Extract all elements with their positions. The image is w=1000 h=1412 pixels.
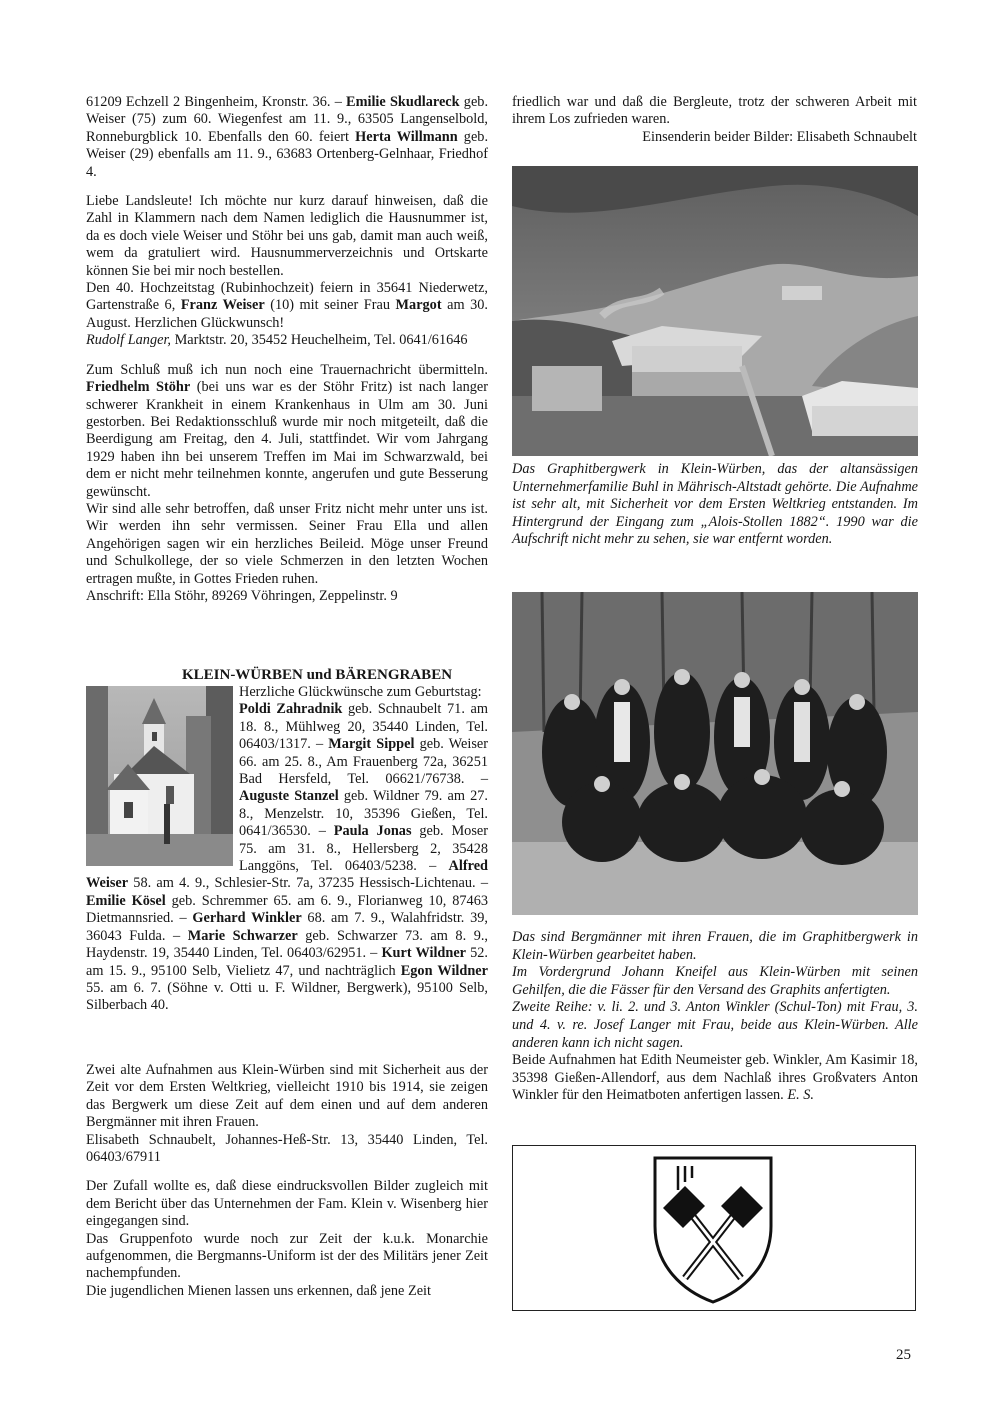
paragraph-rubinhochzeit: Den 40. Hochzeitstag (Rubinhochzeit) feiern in 35641 Niederwetz, Gartenstraße 6, Franz Weiser (10) mit seiner Frau Margot am 30. August. Herzlichen Glückwunsch! <box>86 280 488 331</box>
person-name: Alfred Weiser <box>86 858 488 892</box>
person-name: Margot <box>395 297 442 314</box>
paragraph-continuation: friedlich war und daß die Bergleute, trotz der schweren Arbeit mit ihrem Los zufrieden waren. <box>512 94 917 128</box>
section-heading: KLEIN-WÜRBEN und BÄRENGRABEN <box>181 667 453 683</box>
miners-group-image <box>512 592 918 915</box>
paragraph-two-photos: Zwei alte Aufnahmen aus Klein-Würben sind mit Sicherheit aus der Zeit vor dem Ersten Weltkrieg, vielleicht 1910 bis 1914, sie zeigen das Bergwerk um diese Zeit auf dem einen und auf dem anderen Bergmänner mit ihren Frauen. <box>86 1062 488 1131</box>
right-column-top <box>512 94 917 146</box>
signature-langer: Rudolf Langer, Marktstr. 20, 35452 Heuchelheim, Tel. 0641/61646 <box>86 332 468 349</box>
address-ella-stoehr: Anschrift: Ella Stöhr, 89269 Vöhringen, Zeppelinstr. 9 <box>86 587 398 604</box>
paragraph-landsleute: Liebe Landsleute! Ich möchte nur kurz darauf hinweisen, daß die Zahl in Klammern nach dem Namen lediglich die Hausnummer ist, da es doch viele Weiser und Stöhr bei uns gab, damit man auch weiß, wem da gratuliert wird. Hausnummerverzeichnis und Ortskarte können Sie bei mir noch bestellen. <box>86 193 488 279</box>
person-name: Franz Weiser <box>180 297 265 314</box>
left-column-top <box>86 94 488 605</box>
person-name: Egon Wildner <box>400 962 488 979</box>
sender-credit: Einsenderin beider Bilder: Elisabeth Schnaubelt <box>642 128 917 145</box>
paragraph-faces: Die jugendlichen Mienen lassen uns erkennen, daß jene Zeit <box>86 1282 431 1299</box>
address-schnaubelt: Elisabeth Schnaubelt, Johannes-Heß-Str. 13, 35440 Linden, Tel. 06403/67911 <box>86 1131 488 1166</box>
chapel-photo <box>86 686 233 866</box>
page-number: 25 <box>896 1347 911 1363</box>
birthday-list: Herzliche Glückwünsche zum Geburtstag: Poldi Zahradnik geb. Schnaubelt 71. am 18. 8., Mühlweg 20, 35440 Linden, Tel. 06403/1317. – Margit Sippel geb. Weiser 66. am 25. 8., Am Frauenberg 72a, 36251 Bad Hersfeld, Tel. 06621/76738. – Auguste Stanzel geb. Wildner 79. am 27. 8., Menzelstr. 10, 35396 Gießen, Tel. 0641/36530. – Paula Jonas geb. Moser 75. am 31. 8., Hellersberg 2, 35428 Langgöns, Tel. 06403/5238. – Alfred Weiser 58. am 4. 9., Schlesier-Str. 7a, 37235 Hessisch-Lichtenau. – Emilie Kösel geb. Schremmer 65. am 6. 9., Florianweg 10, 87463 Dietmannsried. – Gerhard Winkler 68. am 7. 9., Walahfridstr. 39, 36043 Fulda. – Marie Schwarzer geb. Schwarzer 73. am 8. 9., Haydenstr. 19, 35440 Linden, Tel. 06403/62951. – Kurt Wildner 52. am 15. 9., 95100 Selb, Vielietz 47, und nachträglich Egon Wildner 55. am 6. 7. (Söhne v. Otti u. F. Wildner, Bergwerk), 95100 Selb, Silberbach 40. <box>86 684 489 1014</box>
person-name: Poldi Zahradnik <box>239 701 343 718</box>
paragraph-condolence: Wir sind alle sehr betroffen, daß unser Fritz nicht mehr unter uns ist. Wir werden ihn sehr vermissen. Seiner Frau Ella und allen Angehörigen sagen wir ein herzliches Beileid. Möge unser Freund und Schulkollege, der so viele Schmerzen in den letzten Wochen ertragen mußte, in Gottes Frieden ruhen. <box>86 500 488 587</box>
paragraph-obituary: Zum Schluß muß ich nun noch eine Trauernachricht übermitteln. Friedhelm Stöhr (bei uns war es der Stöhr Fritz) ist nach langer schwerer Krankheit in einem Krankenhaus in Ulm am 30. Juni gestorben. Bei Redaktionsschluß wurde mir noch mitgeteilt, daß die Beerdigung am Freitag, den 4. Juli, stattfindet. Wir vom Jahrgang 1929 haben ihn bei unserem Treffen im Mai im Schwarzwald, bei dem er nicht mehr teilnehmen konnte, angerufen und gute Besserung gewünscht. <box>86 361 488 500</box>
person-name: Kurt Wildner <box>381 945 467 962</box>
klein-wuerben-section <box>86 666 488 1015</box>
paragraph-birthday-weiser: 61209 Echzell 2 Bingenheim, Kronstr. 36. – Emilie Skudlareck geb. Weiser (75) zum 60. Wiegenfest am 11. 9., 63505 Langenselbold, Ronneburgblick 10. Ebenfalls den 60. feiert Herta Willmann geb. Weiser (29) ebenfalls am 11. 9., 63683 Ortenberg-Gelnhaar, Friedhof 4. <box>86 94 489 180</box>
person-name: Paula Jonas <box>333 823 412 840</box>
group-photo-caption: Das sind Bergmänner mit ihren Frauen, die im Graphitbergwerk in Klein-Würben gearbeitet haben. Im Vordergrund Johann Kneifel aus Klein-Würben mit seinen Gehilfen, die die Fässer für den Versand des Graphits anfertigten. Zweite Reihe: v. li. 2. und 3. Anton Winkler (Schul-Ton) mit Frau, 3. und 4. v. re. Josef Langer mit Frau, beide aus Klein-Würben. Alle anderen kann ich nicht sagen. Beide Aufnahmen hat Edith Neumeister geb. Winkler, Am Kasimir 18, 35398 Gießen-Allendorf, aus dem Nachlaß ihres Großvaters Anton Winkler für den Heimatboten anfertigen lassen. E. S. <box>512 929 918 1104</box>
mine-photo-caption: Das Graphitbergwerk in Klein-Würben, das der altansässigen Unternehmerfamilie Buhl in Mährisch-Altstadt gehörte. Die Aufnahme ist sehr alt, mit Sicherheit vor dem Ersten Weltkrieg entstanden. Im Hintergrund der Eingang zum „Alois-Stollen 1882“. 1990 war die Aufschrift nicht mehr zu sehen, sie war entfernt worden. <box>512 461 918 548</box>
person-name: Herta Willmann <box>355 128 458 145</box>
miners-group-photo <box>512 592 918 915</box>
person-name: Emilie Skudlareck <box>346 94 460 110</box>
miners-coat-of-arms-icon <box>513 1146 915 1310</box>
chapel-image <box>86 686 233 866</box>
graphite-mine-photo <box>512 166 918 456</box>
left-column-bottom <box>86 1062 488 1300</box>
person-name: Auguste Stanzel <box>239 788 339 805</box>
person-name: Gerhard Winkler <box>192 910 302 927</box>
person-name: Friedhelm Stöhr <box>86 379 191 396</box>
coat-of-arms-frame <box>512 1145 916 1311</box>
mine-landscape-image <box>512 166 918 456</box>
person-name: Emilie Kösel <box>86 892 166 909</box>
person-name: Marie Schwarzer <box>187 927 298 944</box>
paragraph-monarchy: Das Gruppenfoto wurde noch zur Zeit der k.u.k. Monarchie aufgenommen, die Bergmanns-Uniform ist der des Militärs jener Zeit nachempfunden. <box>86 1230 488 1282</box>
paragraph-coincidence: Der Zufall wollte es, daß diese eindrucksvollen Bilder zugleich mit dem Bericht über das Unternehmen der Fam. Klein v. Wisenberg hier eingegangen sind. <box>86 1178 488 1230</box>
person-name: Margit Sippel <box>328 736 415 753</box>
